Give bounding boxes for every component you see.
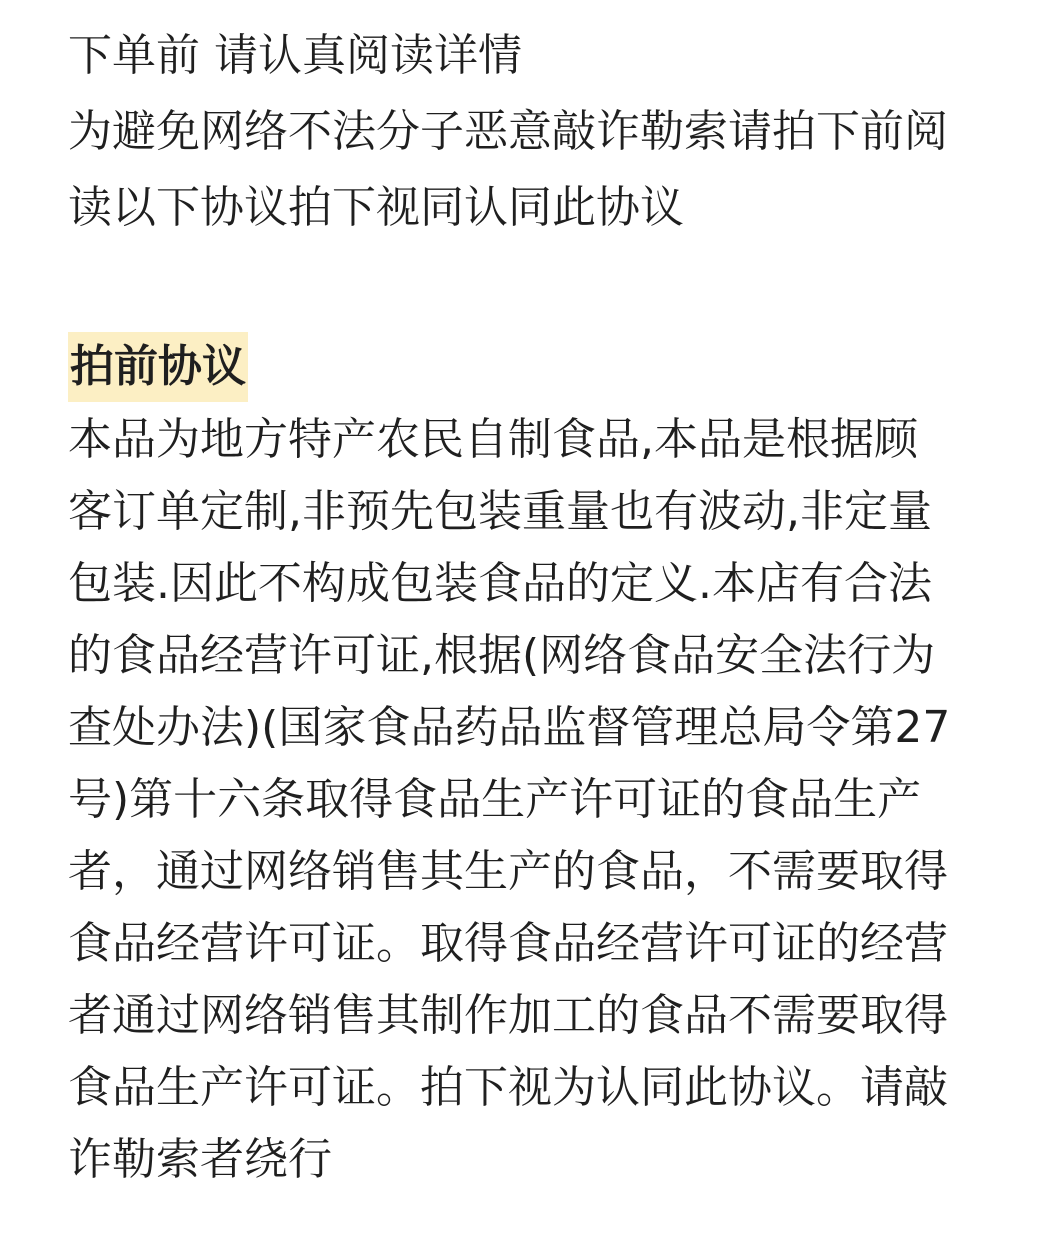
agreement-line: 本品为地方特产农民自制食品,本品是根据顾 xyxy=(68,414,918,465)
agreement-line: 的食品经营许可证,根据(网络食品安全法行为 xyxy=(68,630,936,681)
agreement-line: 者，通过网络销售其生产的食品，不需要取得 xyxy=(68,846,948,897)
intro-text-line: 为避免网络不法分子恶意敲诈勒索请拍下前阅 xyxy=(68,106,948,157)
agreement-line: 查处办法)(国家食品药品监督管理总局令第27 xyxy=(68,702,951,753)
agreement-line: 者通过网络销售其制作加工的食品不需要取得 xyxy=(68,990,948,1041)
agreement-line: 诈勒索者绕行 xyxy=(68,1134,332,1185)
agreement-line: 号)第十六条取得食品生产许可证的食品生产 xyxy=(68,774,922,825)
intro-title: 下单前 请认真阅读详情 xyxy=(68,30,522,81)
agreement-line: 客订单定制,非预先包装重量也有波动,非定量 xyxy=(68,486,932,537)
agreement-line: 食品经营许可证。取得食品经营许可证的经营 xyxy=(68,918,948,969)
section-heading-wrapper xyxy=(68,328,988,404)
intro-text-line: 读以下协议拍下视同认同此协议 xyxy=(68,182,684,233)
agreement-line: 食品生产许可证。拍下视为认同此协议。请敲 xyxy=(68,1062,948,1113)
agreement-body xyxy=(68,404,988,1196)
section-heading: 拍前协议 xyxy=(68,332,248,402)
document-content xyxy=(68,20,988,1196)
agreement-line: 包装.因此不构成包装食品的定义.本店有合法 xyxy=(68,558,932,609)
